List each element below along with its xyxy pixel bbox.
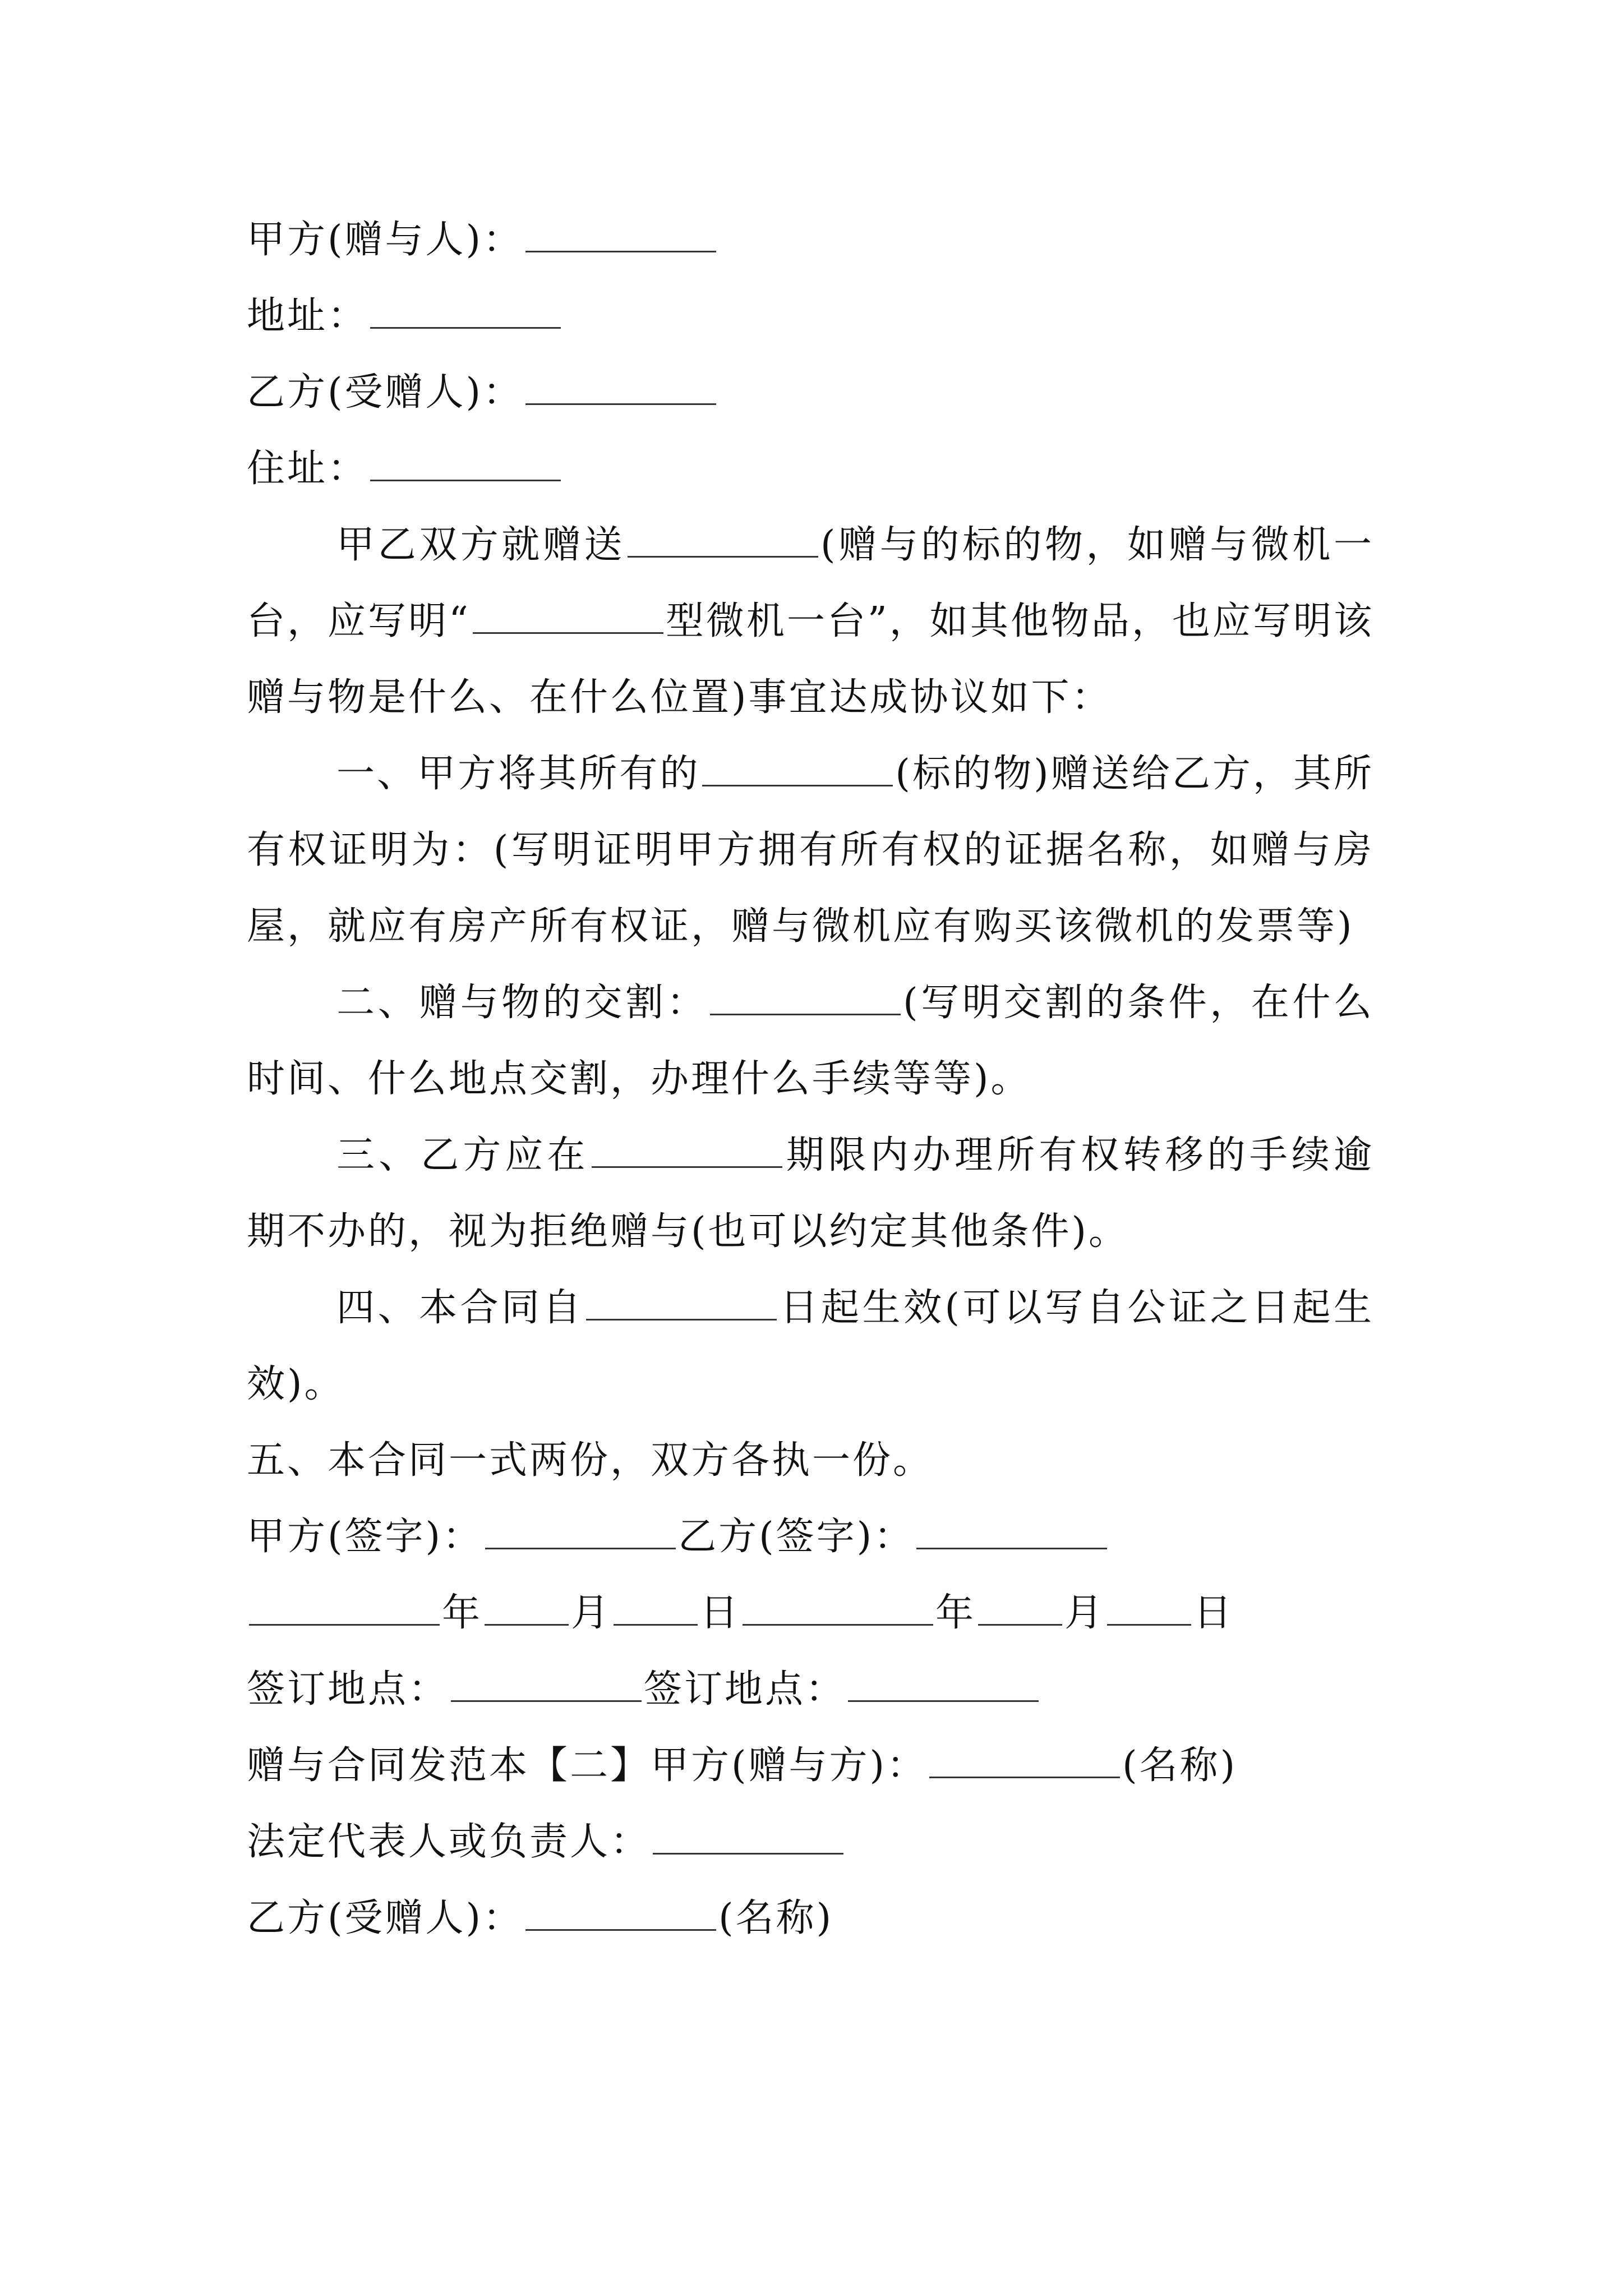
blank-field [473,599,663,634]
blank-field [525,217,716,252]
blank-field [370,446,561,481]
name-note: (名称) [718,1896,834,1940]
blank-field [525,1895,716,1931]
clause-3-text-1: 三、乙方应在 [336,1133,589,1177]
clause-5 [247,1423,1374,1499]
clause-4 [247,1270,1374,1423]
party-a-label: 甲方(赠与人)： [247,218,524,262]
clause-2-text-2: (写明交割的条件，在什么时间、什么地点交割，办理什么手续等等)。 [247,981,1374,1101]
template-2-party-b-line [247,1880,1374,1957]
sign-place-line [247,1651,1374,1728]
date-line [247,1575,1374,1651]
blank-field [249,1590,440,1626]
blank-field [848,1667,1039,1702]
clause-1 [247,736,1374,965]
clause-4-text-1: 四、本合同自 [336,1286,584,1330]
address-b-label: 住址： [247,447,368,491]
party-a-line [247,202,1374,278]
month-label: 月 [571,1591,612,1635]
blank-field [1107,1590,1191,1626]
signature-line [247,1499,1374,1575]
address-a-line [247,278,1374,355]
day-label: 日 [1193,1591,1234,1635]
blank-field [653,1819,843,1855]
blank-field [929,1743,1120,1778]
blank-field [485,1590,569,1626]
blank-field [743,1590,933,1626]
blank-field [485,1514,676,1549]
blank-field [628,522,818,558]
clause-4-text-2: 日起生效(可以写自公证之日起生效)。 [247,1286,1374,1406]
party-b-label: 乙方(受赠人)： [247,370,524,415]
template-2-party-b-label: 乙方(受赠人)： [247,1896,524,1940]
day-label: 日 [700,1591,741,1635]
clause-5-text: 五、本合同一式两份，双方各执一份。 [247,1438,934,1483]
clause-1-text-2: (标的物)赠送给乙方，其所有权证明为：(写明证明甲方拥有所有权的证据名称，如赠与房屋，就应有房产所有权证，赠与微机应有购买该微机的发票等) [247,752,1374,949]
month-label: 月 [1064,1591,1105,1635]
party-b-line [247,355,1374,431]
intro-paragraph [247,507,1374,736]
intro-text-2: (赠与的标的物，如赠与微机一台，应写明“ [247,523,1374,643]
sign-b-label: 乙方(签字)： [678,1515,915,1559]
year-label: 年 [935,1591,976,1635]
sign-a-label: 甲方(签字)： [247,1515,483,1559]
intro-text-3: 型微机一台”，如其他物品，也应写明该赠与物是什么、在什么位置)事宜达成协议如下： [247,599,1375,720]
intro-text-1: 甲乙双方就赠送 [336,523,626,567]
address-a-label: 地址： [247,294,368,338]
blank-field [710,980,901,1015]
clause-2 [247,965,1374,1117]
blank-field [525,370,716,405]
blank-field [592,1133,782,1168]
contract-body [247,202,1374,1957]
blank-field [916,1514,1107,1549]
clause-3 [247,1117,1374,1270]
legal-rep-label: 法定代表人或负责人： [247,1820,651,1864]
blank-field [451,1667,642,1702]
blank-field [370,293,561,329]
blank-field [702,751,893,786]
template-2-heading-line [247,1728,1374,1804]
blank-field [978,1590,1062,1626]
template-2-heading: 赠与合同发范本【二】甲方(赠与方)： [247,1743,928,1788]
year-label: 年 [442,1591,483,1635]
blank-field [614,1590,698,1626]
name-note: (名称) [1122,1743,1238,1788]
clause-1-text-1: 一、甲方将其所有的 [336,752,700,796]
clause-3-text-2: 期限内办理所有权转移的手续逾期不办的，视为拒绝赠与(也可以约定其他条件)。 [247,1133,1374,1254]
clause-2-text-1: 二、赠与物的交割： [336,981,708,1025]
sign-place-label-b: 签订地点： [644,1667,846,1711]
blank-field [586,1285,777,1320]
legal-rep-line [247,1804,1374,1880]
sign-place-label-a: 签订地点： [247,1667,449,1711]
address-b-line [247,431,1374,507]
